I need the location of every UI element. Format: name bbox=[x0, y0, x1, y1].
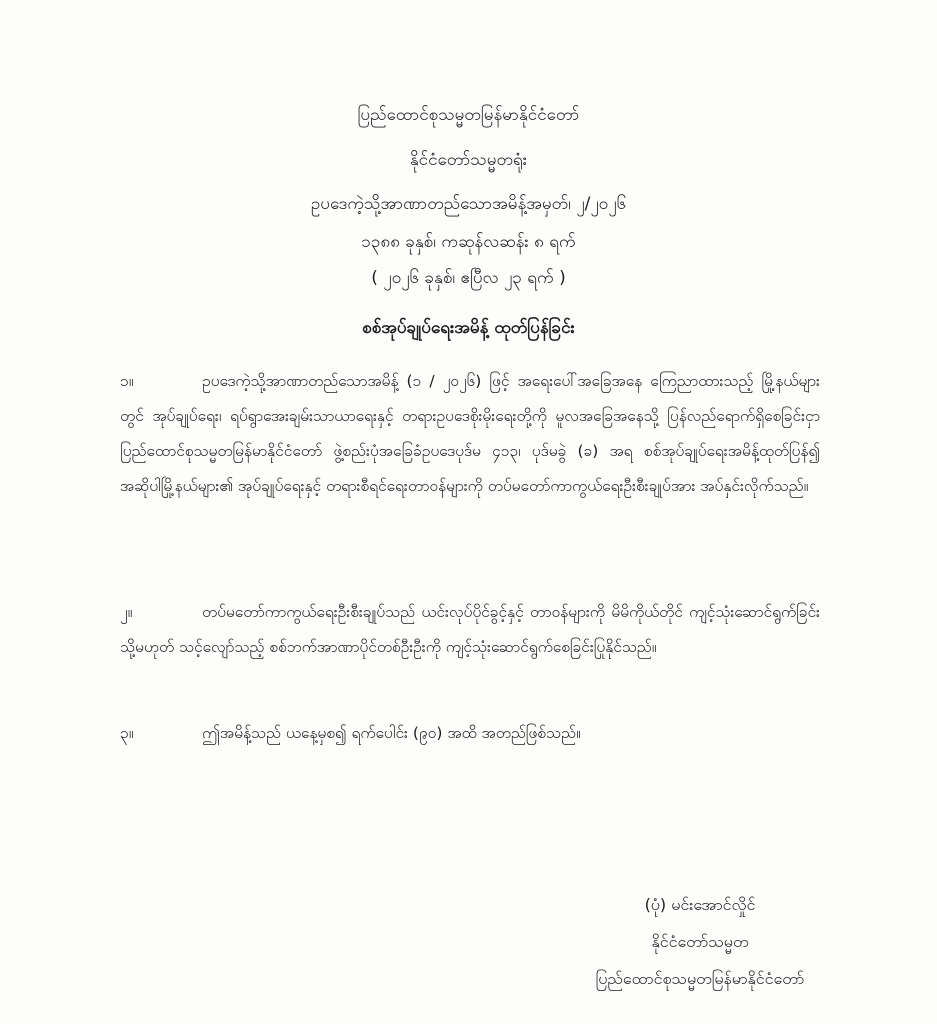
paragraph-text: ဥပဒေကဲ့သို့အာဏာတည်သောအမိန့် (၁ / ၂၀၂၆) ဖြင့် အရေးပေါ်အခြေအနေ ကြေညာထားသည့် မြို့နယ်များတွင် အုပ်ချုပ်ရေး၊ ရပ်ရွာအေးချမ်းသာယာရေးနှင့် တရားဥပဒေစိုးမိုးရေးတို့ကို မူလအခြေအနေသို့ ပြန်လည်ရောက်ရှိစေခြင်းငှာ ပြည်ထောင်စုသမ္မတမြန်မာနိုင်ငံတော် ဖွဲ့စည်းပုံအခြေခံဥပဒေပုဒ်မ ၄၁၃၊ ပုဒ်မခွဲ (ခ) အရ စစ်အုပ်ချုပ်ရေးအမိန့်ထုတ်ပြန်၍ အဆိုပါမြို့နယ်များ၏ အုပ်ချုပ်ရေးနှင့် တရားစီရင်ရေးတာဝန်များကို တပ်မတော်ကာကွယ်ရေးဦးစီးချုပ်အား အပ်နှင်းလိုက်သည်။ bbox=[120, 372, 820, 495]
paragraph-3 bbox=[120, 716, 820, 751]
paragraph-text: တပ်မတော်ကာကွယ်ရေးဦးစီးချုပ်သည် ယင်းလုပ်ပိုင်ခွင့်နှင့် တာဝန်များကို မိမိကိုယ်တိုင် ကျင့်သုံးဆောင်ရွက်ခြင်း သို့မဟုတ် သင့်လျော်သည့် စစ်ဘက်အာဏာပိုင်တစ်ဦးဦးကို ကျင့်သုံးဆောင်ရွက်စေခြင်းပြုနိုင်သည်။ bbox=[120, 603, 820, 656]
signatory-country: ပြည်ထောင်စုသမ္မတမြန်မာနိုင်ငံတော် bbox=[595, 969, 805, 988]
myanmar-date: ၁၃၈၈ ခုနှစ်၊ ကဆုန်လဆန်း ၈ ရက် bbox=[361, 232, 576, 252]
paragraph-1 bbox=[120, 364, 820, 504]
gregorian-date: ( ၂၀၂၆ ခုနှစ်၊ ဧပြီလ ၂၃ ရက် ) bbox=[371, 268, 566, 288]
country-title: ပြည်ထောင်စုသမ္မတမြန်မာနိုင်ငံတော် bbox=[357, 105, 580, 125]
office-name: နိုင်ငံတော်သမ္မတရုံး bbox=[409, 150, 528, 170]
signatory-position: နိုင်ငံတော်သမ္မတ bbox=[651, 932, 749, 951]
paragraph-text: ဤအမိန့်သည် ယနေ့မှစ၍ ရက်ပေါင်း (၉၀) အထိ အတည်ဖြစ်သည်။ bbox=[202, 724, 581, 742]
paragraph-number: ၂။ bbox=[120, 603, 133, 621]
paragraph-2 bbox=[120, 595, 820, 665]
paragraph-number: ၁။ bbox=[120, 372, 134, 390]
order-number: ဥပဒေကဲ့သို့အာဏာတည်သောအမိန့်အမှတ်၊ ၂/၂၀၂၆ bbox=[310, 194, 627, 214]
document-subject: စစ်အုပ်ချုပ်ရေးအမိန့် ထုတ်ပြန်ခြင်း bbox=[362, 318, 575, 338]
paragraph-number: ၃။ bbox=[120, 724, 134, 742]
signatory-name: (ပုံ) မင်းအောင်လှိုင် bbox=[644, 895, 756, 914]
